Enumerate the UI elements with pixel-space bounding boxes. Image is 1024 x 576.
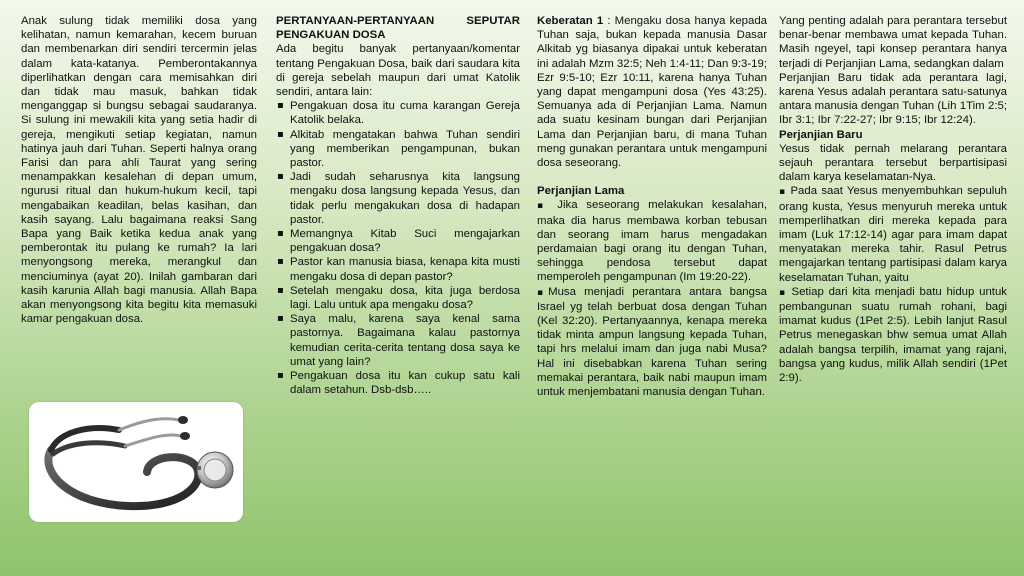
list-item: ▪ Setelah mengaku dosa, kita juga berdosa lagi. Lalu untuk apa mengaku dosa? <box>276 284 520 312</box>
col2-intro: Ada begitu banyak pertanyaan/komentar tentang Pengakuan Dosa, baik dari saudara kita di gereja sebelah maupun dari umat Katolik sendiri, antara lain: <box>276 43 520 99</box>
keberatan-text: : Mengaku dosa hanya kepada Tuhan saja, bukan kepada manusia Dasar Alkitab yg biasanya dipakai untuk keberatan ini adalah Mzm 32:5; Neh 1:4-11; Dan 9:3-19; Ezr 9:5-10; Ezr 10:11, karena hanya Tuhan yang dapat mengampuni dosa (Yes 43:25). Semuanya ada di Perjanjian Lama. Namun ada suatu kesinam bungan dari Perjanjian Lama dan Perjanjian baru, di mana Tuhan meng gunakan perantara untuk mengampuni dosa seseorang. <box>537 15 767 170</box>
bullet-icon: ▪ <box>537 201 549 212</box>
col3-bullet-1-text: Jika seseorang melakukan kesalahan, maka dia harus membawa korban tebusan dan seorang imam harus mengadakan perdamaian bagi orang itu dengan Tuhan, sehingga pendosa tersebut dapat memperoleh pengampunan (Im 19:20-22). <box>537 199 767 284</box>
col4-para-1: Yang penting adalah para perantara tersebut benar-benar membawa umat kepada Tuhan. Masih ngeyel, tapi konsep perantara hanya terjadi di Perjanjian Lama, sedangkan dalam <box>779 15 1007 70</box>
keberatan-paragraph <box>537 14 767 170</box>
keberatan-label: Keberatan 1 <box>537 15 604 27</box>
list-item: ▪ Jadi sudah seharusnya kita langsung mengaku dosa langsung kepada Yesus, dan tidak perlu mengakukan dosa di hadapan pastor. <box>276 170 520 227</box>
bullet-icon: ▪ <box>779 287 787 298</box>
col3-bullet-2-text: Musa menjadi perantara antara bangsa Israel yg telah berbuat dosa dengan Tuhan (Kel 32:20). Pertanyaannya, kenapa mereka tidak minta ampun langsung kepada Tuhan, tapi hrs melalui imam dan juga nabi Musa? Hal ini disebabkan karena Tuhan sering memakai perantara, baik nabi maupun imam untuk menjembatani manusia dengan Tuhan. <box>537 285 767 399</box>
list-item: ▪ Pengakuan dosa itu cuma karangan Gereja Katolik belaka. <box>276 99 520 127</box>
col4-para-3: Yesus tidak pernah melarang perantara sejauh perantara tersebut berpartisipasi dalam karya keselamatan-Nya. <box>779 142 1007 184</box>
stethoscope-photo <box>29 402 243 522</box>
col4-bullet-2 <box>779 285 1007 385</box>
col1-paragraph: Anak sulung tidak memiliki dosa yang kelihatan, namun kemarahan, kecem buruan dan membenarkan diri sendiri tercermin jelas dalam kata-katanya. Pemberontakannya diperlihatkan dengan cara memisahkan diri dan tidak mau masuk, bahkan tidak menganggap si bungsu sebagai saudaranya. Si sulung ini mewakili kita yang setia hadir di gereja, mengikuti setiap kegiatan, namun hatinya jauh dari Tuhan. Seperti halnya orang Farisi dan para ahli Taurat yang sering menampakkan kesalehan di depan umum, ngurusi ritual dan hukum-hukum kecil, tapi mengabaikan keadilan, belas kasihan, dan kasih sayang. Lalu bagaimana reaksi Sang Bapa yang Baik ketika kedua anak yang pemberontak itu pulang ke rumah? Ia lari menyongsong mereka, merangkul dan menciuminya (ayat 20). Inilah gambaran dari kasih karunia Allah bagi manusia. Allah Bapa akan menyongsong kita begitu kita memasuki kamar pengakuan dosa. <box>21 15 257 326</box>
perjanjian-baru-heading: Perjanjian Baru <box>779 128 863 141</box>
column-3 <box>537 14 767 399</box>
col3-bullet-1 <box>537 198 767 284</box>
stethoscope-icon <box>29 402 243 522</box>
list-item: ▪ Pengakuan dosa itu kan cukup satu kali dalam setahun. Dsb-dsb….. <box>276 369 520 397</box>
perjanjian-lama-heading: Perjanjian Lama <box>537 185 625 198</box>
list-item: ▪ Saya malu, karena saya kenal sama pastornya. Bagaimana kalau pastornya kemudian cerita-cerita tentang dosa saya ke umat yang lain? <box>276 312 520 369</box>
column-4 <box>779 14 1007 385</box>
column-1 <box>21 14 257 326</box>
col4-bullet-1 <box>779 184 1007 284</box>
col2-heading: PERTANYAAN-PERTANYAAN SEPUTAR PENGAKUAN DOSA <box>276 15 520 42</box>
column-2 <box>276 14 520 397</box>
col3-bullet-2 <box>537 285 767 400</box>
list-item: ▪ Memangnya Kitab Suci mengajarkan pengakuan dosa? <box>276 227 520 255</box>
list-item: ▪ Pastor kan manusia biasa, kenapa kita musti mengaku dosa di depan pastor? <box>276 255 520 283</box>
col4-bullet-1-text: Pada saat Yesus menyembuhkan sepuluh orang kusta, Yesus menyuruh mereka untuk memperlihatkan diri mereka kepada para imam (Luk 17:12-14) agar para imam dapat menyatakan mereka tahir. Rasul Petrus mengajarkan tentang partisipasi dalam karya keselamatan Tuhan, yaitu <box>779 185 1007 284</box>
col4-bullet-2-text: Setiap dari kita menjadi batu hidup untuk pembangunan suatu rumah rohani, bagi imamat kudus (1Pet 2:5). Lebih lanjut Rasul Petrus menegaskan bhw semua umat Allah adalah bangsa terpilih, imamat yang rajani, bangsa yang kudus, milik Allah sendiri (1Pet 2:9). <box>779 285 1007 385</box>
col4-para-2: Perjanjian Baru tidak ada perantara lagi, karena Yesus adalah perantara satu-satunya antara manusia dengan Tuhan (Lih 1Tim 2:5; Ibr 3:1; Ibr 7:22-27; Ibr 9:15; Ibr 12:24). <box>779 71 1007 127</box>
question-list <box>276 99 520 397</box>
list-item: ▪ Alkitab mengatakan bahwa Tuhan sendiri yang memberikan pengampunan, bukan pastor. <box>276 128 520 171</box>
bullet-icon: ▪ <box>779 187 787 198</box>
bullet-icon: ▪ <box>537 287 549 298</box>
